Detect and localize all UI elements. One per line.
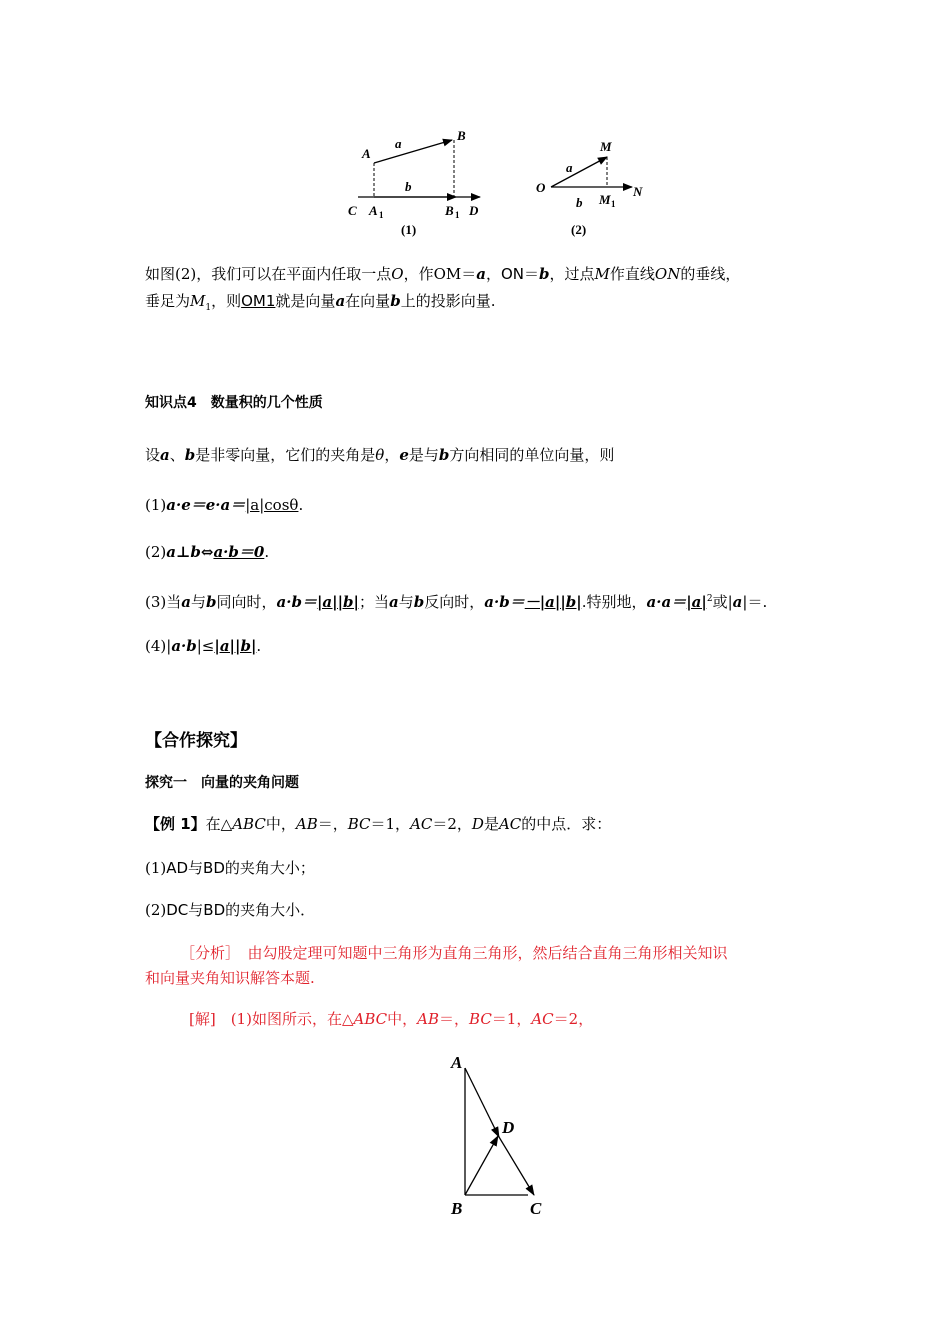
vertex-C: C [530,1199,542,1218]
solution-line: [解] (1)如图所示，在△ABC中，AB＝，BC＝1，AC＝2， [189,1010,594,1028]
vertex-B: B [451,1199,463,1218]
figure-2 [536,139,643,237]
vector-a-arrow [374,140,452,163]
figure-1-caption: (1) [401,222,417,237]
label-D: D [469,203,479,218]
vector-ad-arrow [465,1068,499,1137]
label-B: B [457,128,466,143]
label-N: N [633,184,643,199]
property-2: (2)a⊥b⇔a·b＝0. [145,543,270,561]
projection-paragraph-line-1: 如图(2)，我们可以在平面内任取一点O，作OM＝a，ON＝b，过点M作直线ON的垂线， [145,265,741,283]
section-4-title: 知识点4 数量积的几个性质 [145,395,323,411]
answer-blank-3b: －|a||b| [524,593,582,611]
projection-figures [330,120,660,245]
label-B1-sub: 1 [455,210,460,220]
section-4-intro: 设a、b是非零向量，它们的夹角是θ，e是与b方向相同的单位向量，则 [145,446,615,464]
label-M1-sub: 1 [611,199,616,209]
property-1: (1)a·e＝e·a＝|a|cosθ. [145,496,304,514]
label-O: O [536,180,546,195]
coop-title: 【合作探究】 [145,731,247,751]
triangle-figure [440,1048,560,1220]
label-vec-b2: b [576,195,583,210]
answer-blank-4: |a||b| [214,637,257,655]
property-4: (4)|a·b|≤|a||b|. [145,637,262,655]
vector-om-arrow [551,157,607,187]
question-2: (2)DC与BD的夹角大小． [145,901,316,919]
property-3: (3)当a与b同向时，a·b＝|a||b|；当a与b反向时，a·b＝－|a||b|.特别地，$a\cdot a=|a|^2$或|a|＝. [145,593,768,611]
label-A1: A [369,203,378,218]
figure-1 [348,128,480,237]
label-M1: M [599,192,611,207]
label-A: A [362,146,371,161]
example-1: 【例 1】在△ABC中，AB＝，BC＝1，AC＝2，D是AC的中点．求： [145,815,612,833]
label-B1: B [445,203,454,218]
exploration-1-title: 探究一 向量的夹角问题 [145,775,299,791]
label-vec-a: a [395,136,402,151]
answer-blank-2: a·b＝0 [213,543,265,561]
analysis-line-1: ［分析］ 由勾股定理可知题中三角形为直角三角形，然后结合直角三角形相关知识 [180,944,728,962]
question-1: (1)AD与BD的夹角大小； [145,859,315,877]
figure-2-caption: (2) [571,222,587,237]
vector-dc-arrow [496,1132,534,1195]
answer-blank-1: |a|cosθ [245,496,299,514]
label-M: M [600,139,612,154]
label-A1-sub: 1 [379,210,384,220]
om1-vector-link: OM1 [241,292,276,310]
analysis-line-2: 和向量夹角知识解答本题. [145,969,315,987]
vector-bd-arrow [465,1136,498,1195]
answer-blank-3a: |a||b| [316,593,359,611]
label-C: C [348,203,357,218]
label-vec-a2: a [566,160,573,175]
label-vec-b: b [405,179,412,194]
vertex-A: A [451,1053,463,1072]
vertex-D: D [502,1118,515,1137]
answer-blank-3c: |a| [686,593,707,611]
projection-paragraph-line-2: 垂足为$M_1$，则OM1就是向量a在向量b上的投影向量. [145,292,496,313]
